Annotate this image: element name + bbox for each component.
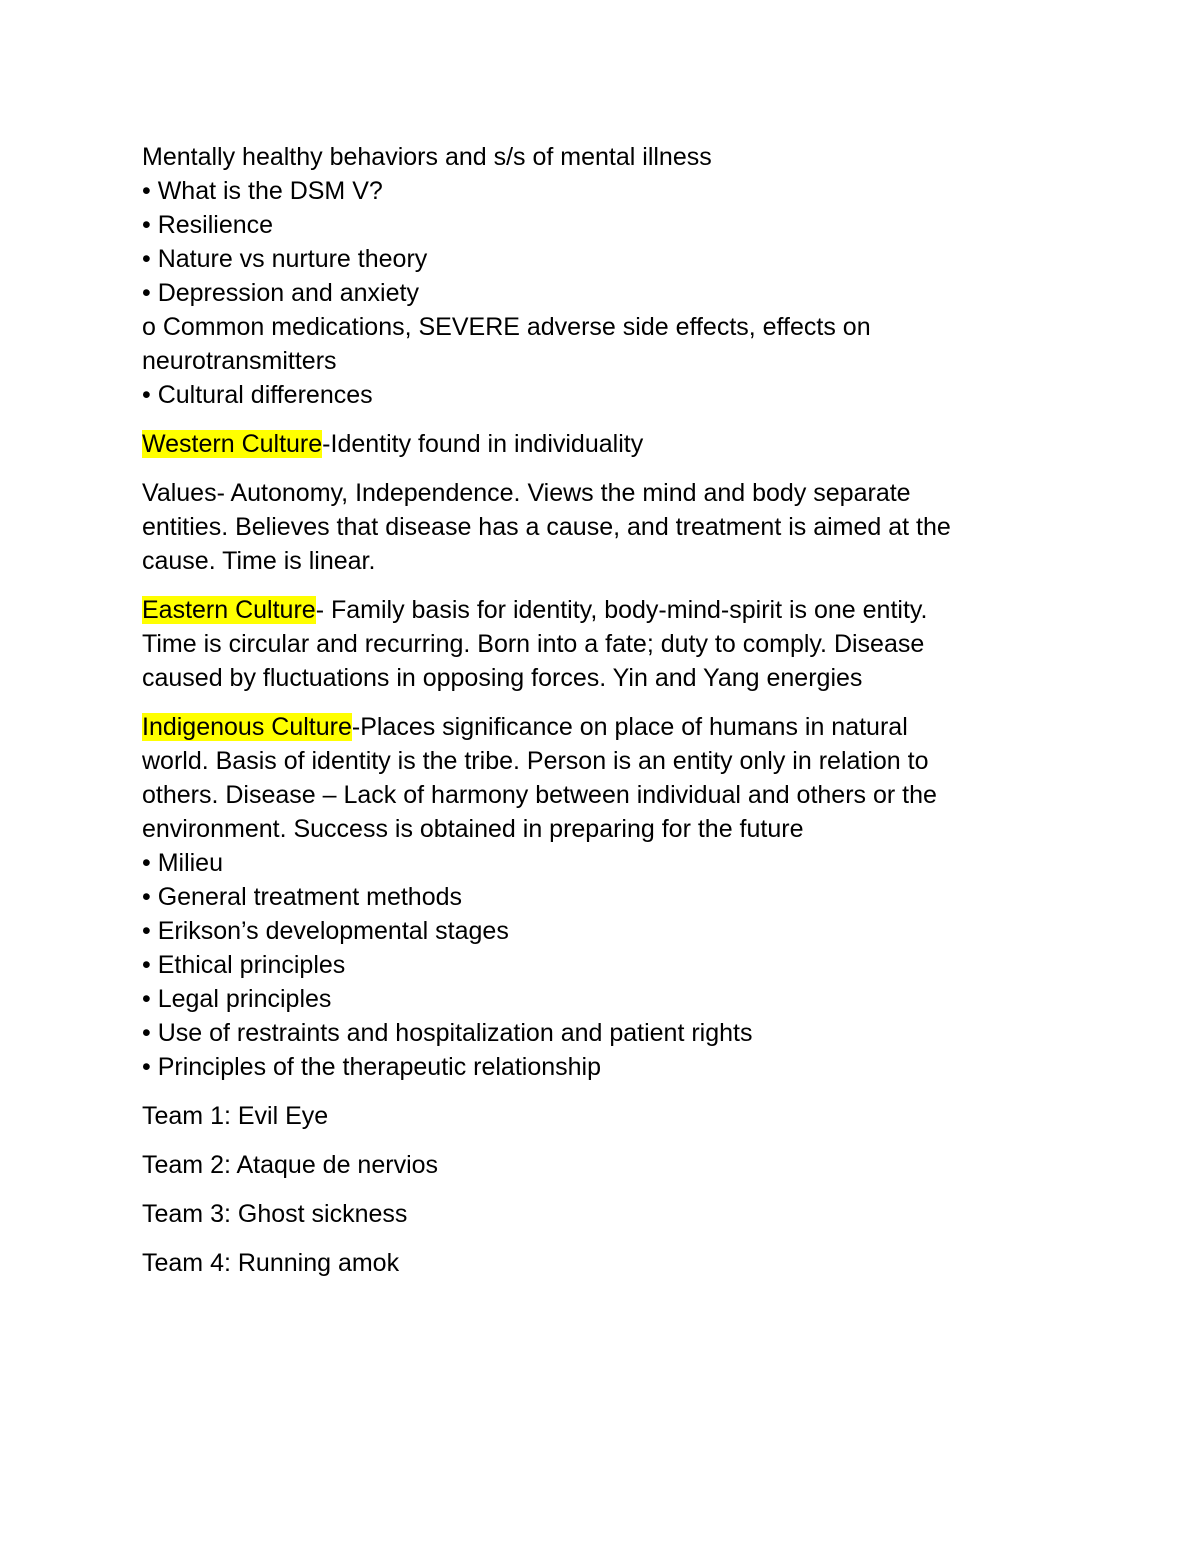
paragraph-line: entities. Believes that disease has a cause, and treatment is aimed at the bbox=[142, 513, 951, 541]
bullet-item: • Cultural differences bbox=[142, 381, 373, 409]
values-paragraph bbox=[142, 476, 1042, 578]
eastern-culture-paragraph bbox=[142, 593, 1042, 695]
paragraph-line bbox=[142, 593, 1042, 627]
sub-item-line: neurotransmitters bbox=[142, 347, 337, 375]
eastern-culture-text: - Family basis for identity, body-mind-spirit is one entity. bbox=[315, 596, 928, 624]
sub-item-line: o Common medications, SEVERE adverse side effects, effects on bbox=[142, 313, 871, 341]
team-item: Team 4: Running amok bbox=[142, 1249, 400, 1277]
indigenous-culture-text: -Places significance on place of humans in natural bbox=[351, 713, 908, 741]
western-culture-paragraph bbox=[142, 427, 1042, 461]
bullet-item: • What is the DSM V? bbox=[142, 177, 383, 205]
team-item: Team 3: Ghost sickness bbox=[142, 1200, 408, 1228]
bullet-item: • Milieu bbox=[142, 849, 223, 877]
bullet-item: • Use of restraints and hospitalization and patient rights bbox=[142, 1019, 753, 1047]
western-culture-highlight: Western Culture bbox=[142, 430, 323, 458]
paragraph-line: caused by fluctuations in opposing forces. Yin and Yang energies bbox=[142, 664, 863, 692]
bullet-item: • Resilience bbox=[142, 211, 274, 239]
bullet-item: • General treatment methods bbox=[142, 883, 463, 911]
team-item: Team 1: Evil Eye bbox=[142, 1102, 329, 1130]
document-page bbox=[142, 140, 1042, 1280]
paragraph-line: world. Basis of identity is the tribe. Person is an entity only in relation to bbox=[142, 747, 929, 775]
bullet-item: • Legal principles bbox=[142, 985, 332, 1013]
bullet-item: • Erikson’s developmental stages bbox=[142, 917, 509, 945]
eastern-culture-highlight: Eastern Culture bbox=[142, 596, 316, 624]
paragraph-line bbox=[142, 710, 1042, 744]
western-culture-text: -Identity found in individuality bbox=[322, 430, 644, 458]
indigenous-culture-highlight: Indigenous Culture bbox=[142, 713, 352, 741]
team-item: Team 2: Ataque de nervios bbox=[142, 1151, 439, 1179]
paragraph-line: others. Disease – Lack of harmony between individual and others or the bbox=[142, 781, 937, 809]
bullet-item: • Nature vs nurture theory bbox=[142, 245, 428, 273]
paragraph-line: environment. Success is obtained in preparing for the future bbox=[142, 815, 804, 843]
paragraph-line: Values- Autonomy, Independence. Views the mind and body separate bbox=[142, 479, 911, 507]
paragraph-line: Time is circular and recurring. Born into a fate; duty to comply. Disease bbox=[142, 630, 925, 658]
bullet-item: • Ethical principles bbox=[142, 951, 346, 979]
document-heading: Mentally healthy behaviors and s/s of mental illness bbox=[142, 143, 712, 171]
bullet-item: • Principles of the therapeutic relationship bbox=[142, 1053, 602, 1081]
paragraph-line: cause. Time is linear. bbox=[142, 547, 376, 575]
bullet-item: • Depression and anxiety bbox=[142, 279, 419, 307]
indigenous-culture-paragraph bbox=[142, 710, 1042, 1084]
